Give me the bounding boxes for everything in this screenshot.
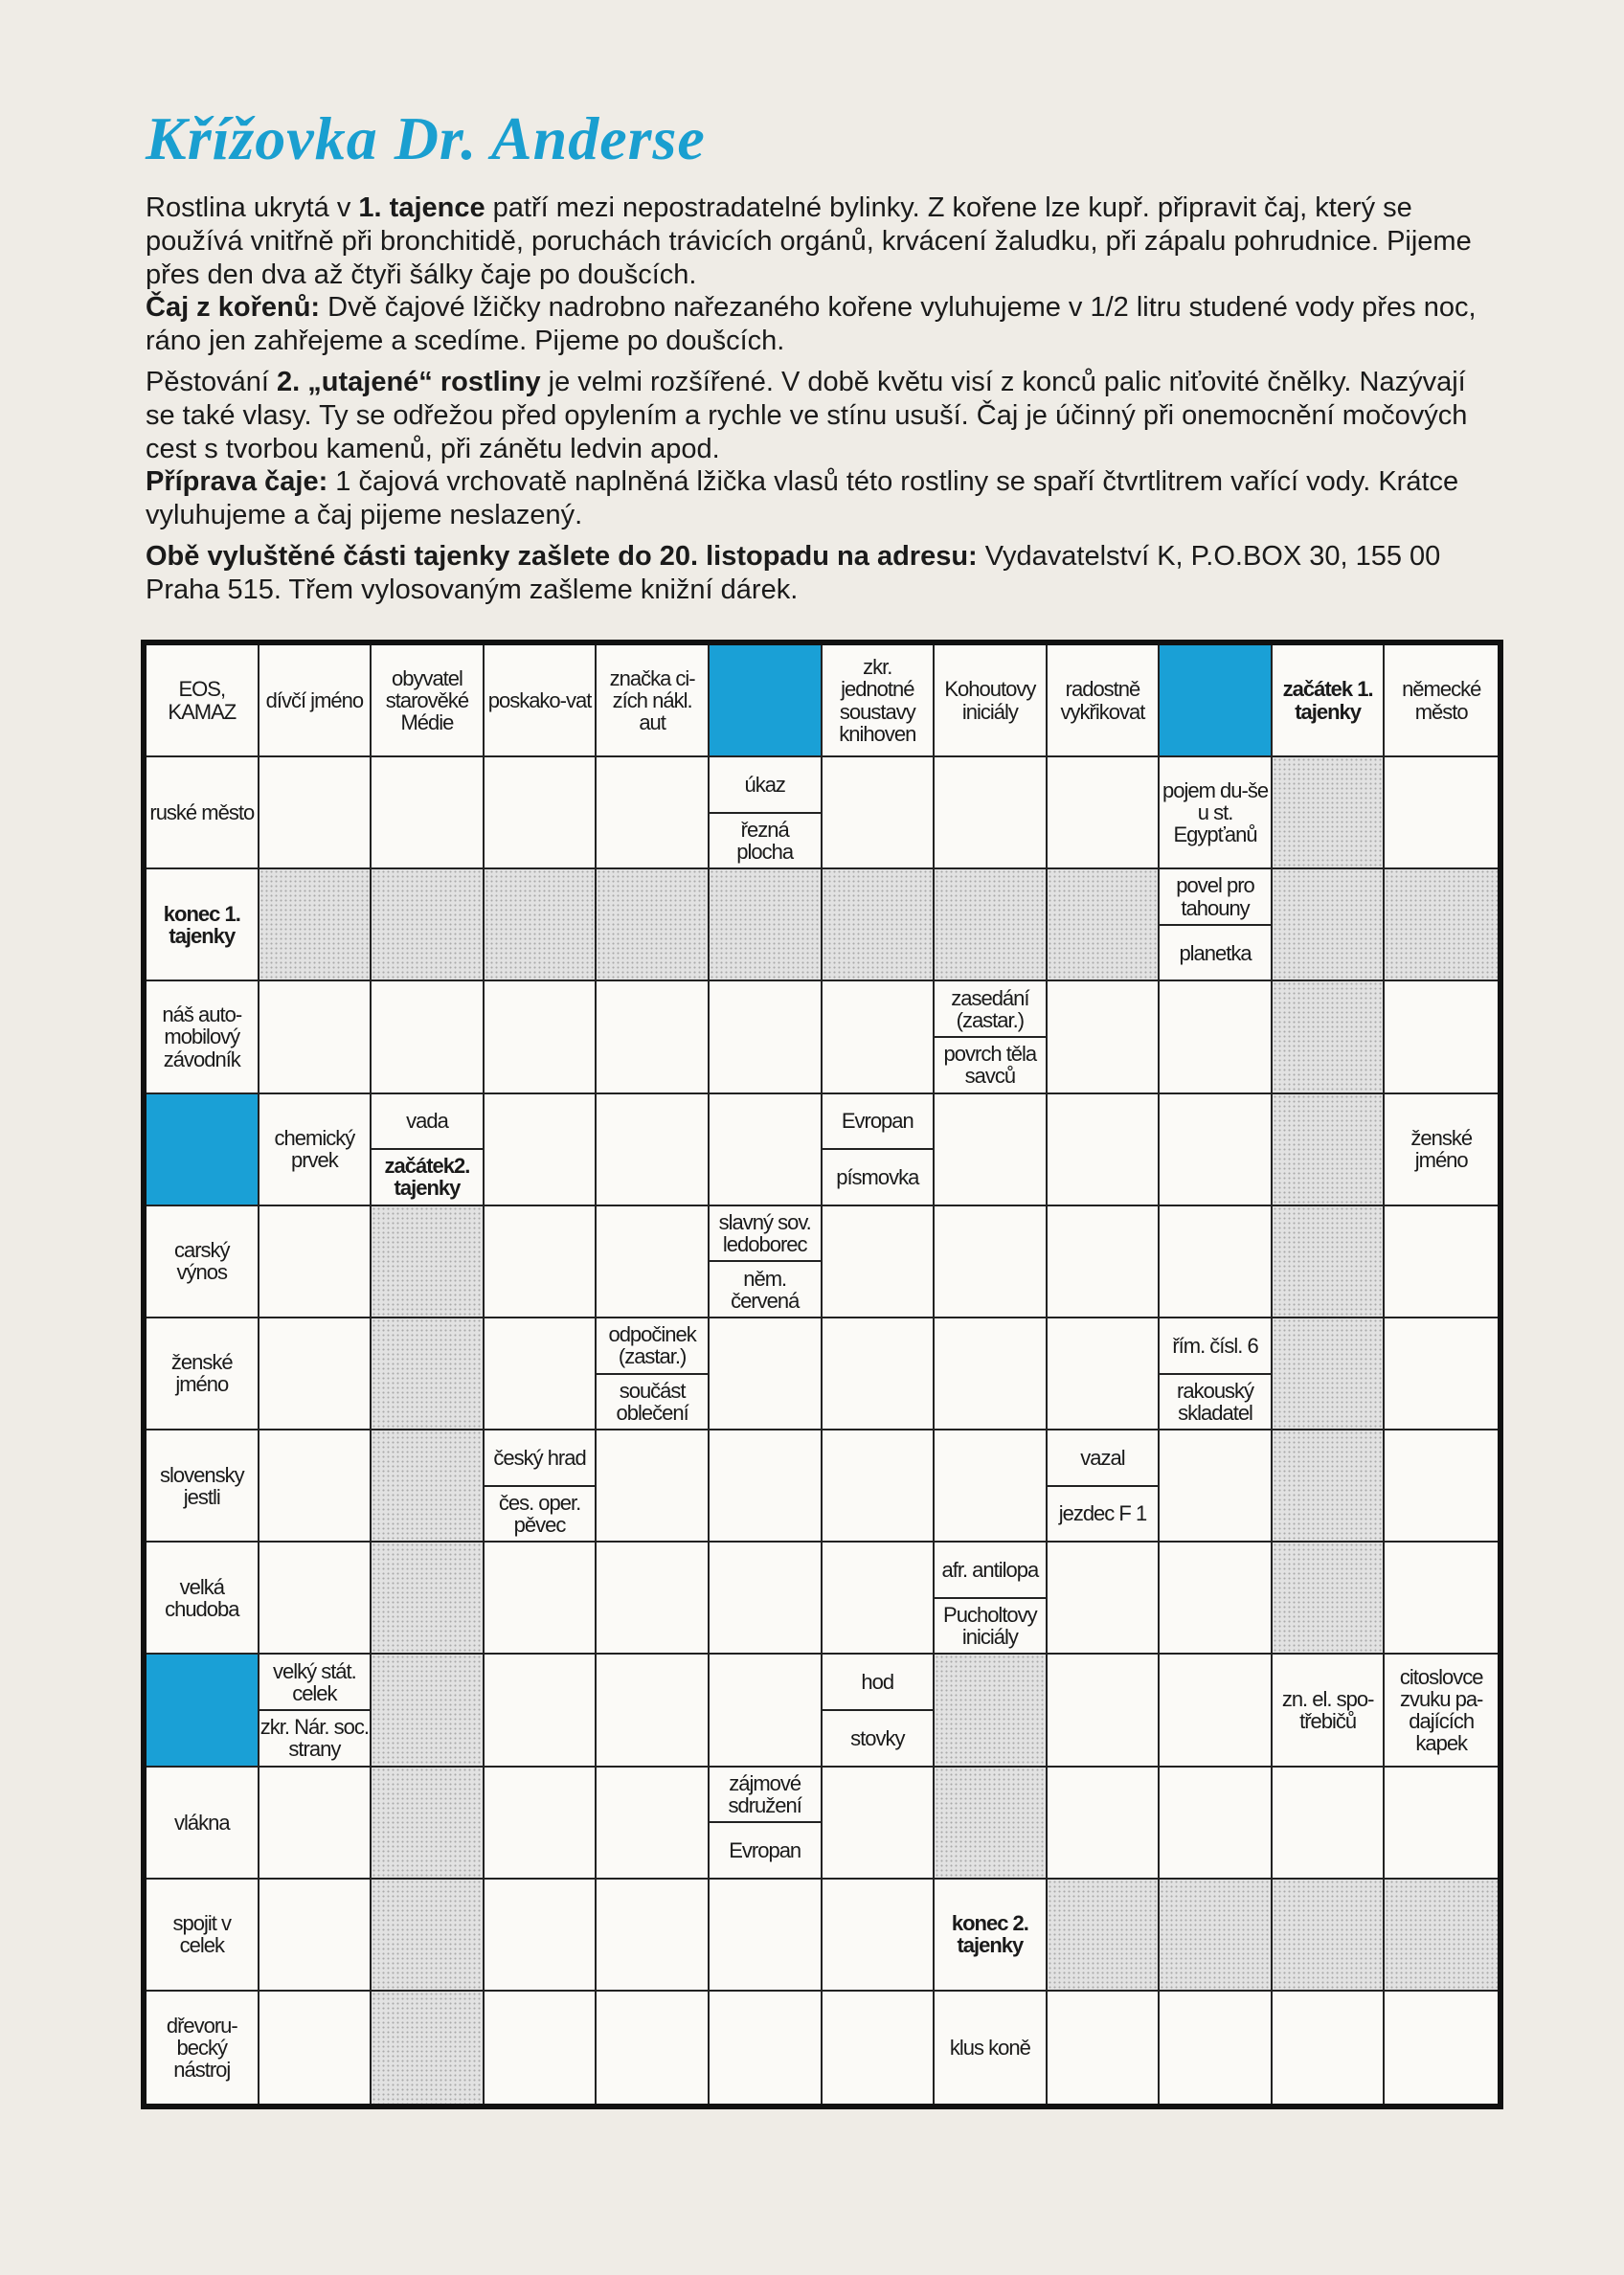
- answer-cell[interactable]: [1160, 1655, 1273, 1767]
- split-clue-cell: [935, 981, 1048, 1093]
- clue-cell: ruské město: [147, 757, 259, 869]
- answer-cell[interactable]: [485, 981, 598, 1093]
- clue-lower: Pucholtovy iniciály: [935, 1599, 1046, 1654]
- answer-cell[interactable]: [1160, 1094, 1273, 1206]
- solution-cell[interactable]: [1273, 1543, 1386, 1655]
- split-clue-cell: [710, 1768, 823, 1880]
- answer-cell[interactable]: [935, 1318, 1048, 1430]
- clue-lower: Evropan: [710, 1823, 821, 1878]
- answer-cell[interactable]: [1385, 1206, 1498, 1318]
- answer-cell[interactable]: [485, 1655, 598, 1767]
- answer-cell[interactable]: [597, 757, 710, 869]
- clue-lower: čes. oper. pěvec: [485, 1487, 596, 1542]
- answer-cell[interactable]: [1160, 1430, 1273, 1543]
- clue-lower: součást oblečení: [597, 1375, 708, 1430]
- answer-cell[interactable]: [710, 1880, 823, 1992]
- clue-lower: začátek2. tajenky: [372, 1150, 483, 1205]
- clue-cell: velká chudoba: [147, 1543, 259, 1655]
- answer-cell[interactable]: [1048, 1543, 1161, 1655]
- answer-cell[interactable]: [485, 1318, 598, 1430]
- answer-cell[interactable]: [1048, 1318, 1161, 1430]
- answer-cell[interactable]: [1385, 1318, 1498, 1430]
- answer-cell[interactable]: [823, 757, 936, 869]
- clue-lower: jezdec F 1: [1048, 1487, 1159, 1542]
- clue-cell: dřevoru-becký nástroj: [147, 1992, 259, 2104]
- solution-cell[interactable]: [372, 1768, 485, 1880]
- solution-cell[interactable]: [1273, 1318, 1386, 1430]
- answer-cell[interactable]: [1160, 1543, 1273, 1655]
- split-clue-cell: [935, 1543, 1048, 1655]
- answer-cell[interactable]: [1048, 1206, 1161, 1318]
- solution-cell[interactable]: [485, 869, 598, 981]
- answer-cell[interactable]: [1160, 1768, 1273, 1880]
- answer-cell[interactable]: [710, 1992, 823, 2104]
- clue-upper: odpočinek (zastar.): [597, 1318, 708, 1375]
- answer-cell[interactable]: [597, 1880, 710, 1992]
- clue-cell: ženské jméno: [147, 1318, 259, 1430]
- clue-cell: citoslovce zvuku pa-dajících kapek: [1385, 1655, 1498, 1767]
- clue-upper: afr. antilopa: [935, 1543, 1046, 1599]
- clue-upper: řím. čísl. 6: [1160, 1318, 1271, 1375]
- clue-cell: obyvatel starověké Médie: [372, 645, 485, 757]
- solution-cell[interactable]: [1048, 869, 1161, 981]
- answer-cell[interactable]: [1048, 1768, 1161, 1880]
- answer-cell[interactable]: [259, 981, 372, 1093]
- answer-cell[interactable]: [1385, 1992, 1498, 2104]
- answer-cell[interactable]: [935, 1430, 1048, 1543]
- paragraph-contest: Obě vyluštěné části tajenky zašlete do 20. listopadu na adresu: Vydavatelství K, P.O.BOX 30, 155 00 Praha 515. Třem vylosovaným zašleme knižní dárek.: [146, 540, 1441, 605]
- solution-cell[interactable]: [372, 1880, 485, 1992]
- split-clue-cell: [372, 1094, 485, 1206]
- split-clue-cell: [597, 1318, 710, 1430]
- clue-cell: klus koně: [935, 1992, 1048, 2104]
- solution-cell[interactable]: [372, 1992, 485, 2104]
- clue-upper: hod: [823, 1655, 934, 1711]
- answer-cell[interactable]: [259, 1206, 372, 1318]
- answer-cell[interactable]: [597, 1430, 710, 1543]
- answer-cell[interactable]: [485, 1543, 598, 1655]
- clue-cell: ženské jméno: [1385, 1094, 1498, 1206]
- solution-cell[interactable]: [1048, 1880, 1161, 1992]
- solution-cell[interactable]: [1273, 1206, 1386, 1318]
- split-clue-cell: [1160, 1318, 1273, 1430]
- answer-cell[interactable]: [597, 1206, 710, 1318]
- answer-cell[interactable]: [259, 1543, 372, 1655]
- answer-cell[interactable]: [823, 1318, 936, 1430]
- split-clue-cell: [485, 1430, 598, 1543]
- split-clue-cell: [259, 1655, 372, 1767]
- answer-cell[interactable]: [1273, 1992, 1386, 2104]
- answer-cell[interactable]: [823, 1430, 936, 1543]
- answer-cell[interactable]: [1048, 1655, 1161, 1767]
- paragraph-plant-2: Pěstování 2. „utajené“ rostliny je velmi rozšířené. V době květu visí z konců palic niťovité čnělky. Nazývají se také vlasy. Ty se odřežou před opylením a rychle ve stínu usuší. Čaj je účinný při onemocnění močových cest s tvorbou kamenů, při zánětu ledvin apod. Příprava čaje: 1 čajová vrchovatě naplněná lžička vlasů této rostliny se spaří čtvrtlitrem vařící vody. Krátce vyluhujeme a čaj pijeme neslazený.: [146, 366, 1468, 531]
- answer-cell[interactable]: [259, 1880, 372, 1992]
- solution-cell[interactable]: [935, 1768, 1048, 1880]
- solution-cell[interactable]: [1160, 1880, 1273, 1992]
- clue-cell: začátek 1. tajenky: [1273, 645, 1386, 757]
- intro-text: [146, 191, 1498, 615]
- clue-cell: náš auto-mobilový závodník: [147, 981, 259, 1093]
- clue-cell: chemický prvek: [259, 1094, 372, 1206]
- answer-cell[interactable]: [259, 1430, 372, 1543]
- solution-cell[interactable]: [1385, 1880, 1498, 1992]
- answer-cell[interactable]: [597, 1094, 710, 1206]
- split-clue-cell: [823, 1655, 936, 1767]
- split-clue-cell: [823, 1094, 936, 1206]
- answer-cell[interactable]: [1160, 981, 1273, 1093]
- blocked-cell: [147, 1094, 259, 1206]
- clue-cell: poskako-vat: [485, 645, 598, 757]
- solution-cell[interactable]: [1273, 981, 1386, 1093]
- blocked-cell: [1160, 645, 1273, 757]
- solution-cell[interactable]: [710, 869, 823, 981]
- clue-upper: úkaz: [710, 757, 821, 814]
- answer-cell[interactable]: [1385, 1430, 1498, 1543]
- clue-cell: radostně vykřikovat: [1048, 645, 1161, 757]
- answer-cell[interactable]: [935, 757, 1048, 869]
- answer-cell[interactable]: [823, 1992, 936, 2104]
- answer-cell[interactable]: [710, 1094, 823, 1206]
- split-clue-cell: [710, 1206, 823, 1318]
- answer-cell[interactable]: [935, 1094, 1048, 1206]
- clue-lower: něm. červená: [710, 1262, 821, 1317]
- clue-cell: zn. el. spo-třebičů: [1273, 1655, 1386, 1767]
- blocked-cell: [710, 645, 823, 757]
- split-clue-cell: [710, 757, 823, 869]
- clue-upper: vada: [372, 1094, 483, 1151]
- clue-cell: spojit v celek: [147, 1880, 259, 1992]
- clue-upper: slavný sov. ledoborec: [710, 1206, 821, 1263]
- clue-lower: písmovka: [823, 1150, 934, 1205]
- clue-lower: rakouský skladatel: [1160, 1375, 1271, 1430]
- solution-cell[interactable]: [823, 869, 936, 981]
- answer-cell[interactable]: [1385, 757, 1498, 869]
- clue-cell: značka ci-zích nákl. aut: [597, 645, 710, 757]
- answer-cell[interactable]: [823, 1543, 936, 1655]
- answer-cell[interactable]: [259, 757, 372, 869]
- answer-cell[interactable]: [823, 1768, 936, 1880]
- page-title: Křížovka Dr. Anderse: [146, 104, 706, 172]
- solution-cell[interactable]: [372, 869, 485, 981]
- answer-cell[interactable]: [597, 1768, 710, 1880]
- answer-cell[interactable]: [259, 1318, 372, 1430]
- solution-cell[interactable]: [372, 1318, 485, 1430]
- answer-cell[interactable]: [372, 757, 485, 869]
- clue-lower: planetka: [1160, 926, 1271, 980]
- answer-cell[interactable]: [823, 981, 936, 1093]
- clue-upper: zasedání (zastar.): [935, 981, 1046, 1038]
- answer-cell[interactable]: [1385, 1768, 1498, 1880]
- answer-cell[interactable]: [485, 757, 598, 869]
- clue-cell: Kohoutovy iniciály: [935, 645, 1048, 757]
- solution-cell[interactable]: [372, 1655, 485, 1767]
- answer-cell[interactable]: [597, 981, 710, 1093]
- blocked-cell: [147, 1655, 259, 1767]
- solution-cell[interactable]: [372, 1543, 485, 1655]
- clue-upper: český hrad: [485, 1430, 596, 1487]
- answer-cell[interactable]: [485, 1768, 598, 1880]
- answer-cell[interactable]: [1048, 1992, 1161, 2104]
- answer-cell[interactable]: [259, 1768, 372, 1880]
- answer-cell[interactable]: [1385, 981, 1498, 1093]
- clue-lower: zkr. Nár. soc. strany: [259, 1711, 371, 1766]
- answer-cell[interactable]: [1048, 1094, 1161, 1206]
- solution-cell[interactable]: [597, 869, 710, 981]
- solution-cell[interactable]: [1273, 757, 1386, 869]
- solution-cell[interactable]: [935, 1655, 1048, 1767]
- answer-cell[interactable]: [1385, 1543, 1498, 1655]
- answer-cell[interactable]: [259, 1992, 372, 2104]
- answer-cell[interactable]: [710, 981, 823, 1093]
- answer-cell[interactable]: [485, 1094, 598, 1206]
- crossword-grid: [141, 640, 1503, 2109]
- clue-upper: povel pro tahouny: [1160, 869, 1271, 926]
- solution-cell[interactable]: [1273, 1094, 1386, 1206]
- answer-cell[interactable]: [597, 1992, 710, 2104]
- solution-cell[interactable]: [259, 869, 372, 981]
- clue-cell: zkr. jednotné soustavy knihoven: [823, 645, 936, 757]
- clue-upper: zájmové sdružení: [710, 1768, 821, 1824]
- answer-cell[interactable]: [372, 981, 485, 1093]
- answer-cell[interactable]: [485, 1880, 598, 1992]
- clue-cell: dívčí jméno: [259, 645, 372, 757]
- answer-cell[interactable]: [1160, 1992, 1273, 2104]
- clue-upper: Evropan: [823, 1094, 934, 1151]
- clue-upper: velký stát. celek: [259, 1655, 371, 1711]
- clue-cell: EOS, KAMAZ: [147, 645, 259, 757]
- clue-cell: pojem du-še u st. Egypťanů: [1160, 757, 1273, 869]
- solution-cell[interactable]: [372, 1430, 485, 1543]
- solution-cell[interactable]: [372, 1206, 485, 1318]
- answer-cell[interactable]: [710, 1655, 823, 1767]
- clue-cell: konec 2. tajenky: [935, 1880, 1048, 1992]
- clue-lower: stovky: [823, 1711, 934, 1766]
- solution-cell[interactable]: [1273, 869, 1386, 981]
- answer-cell[interactable]: [823, 1206, 936, 1318]
- answer-cell[interactable]: [710, 1543, 823, 1655]
- clue-cell: vlákna: [147, 1768, 259, 1880]
- split-clue-cell: [1160, 869, 1273, 981]
- clue-cell: německé město: [1385, 645, 1498, 757]
- solution-cell[interactable]: [1273, 1880, 1386, 1992]
- answer-cell[interactable]: [1048, 757, 1161, 869]
- solution-cell[interactable]: [1385, 869, 1498, 981]
- clue-cell: slovensky jestli: [147, 1430, 259, 1543]
- answer-cell[interactable]: [1048, 981, 1161, 1093]
- solution-cell[interactable]: [935, 869, 1048, 981]
- clue-cell: konec 1. tajenky: [147, 869, 259, 981]
- answer-cell[interactable]: [485, 1992, 598, 2104]
- answer-cell[interactable]: [597, 1543, 710, 1655]
- answer-cell[interactable]: [823, 1880, 936, 1992]
- clue-cell: carský výnos: [147, 1206, 259, 1318]
- split-clue-cell: [1048, 1430, 1161, 1543]
- answer-cell[interactable]: [1273, 1768, 1386, 1880]
- paragraph-plant-1: Rostlina ukrytá v 1. tajence patří mezi nepostradatelné bylinky. Z kořene lze kupř. připravit čaj, který se používá vnitřně při bronchitidě, poruchách trávicích orgánů, krvácení žaludku, při zápalu pohrudnice. Pijeme přes den dva až čtyři šálky čaje po doušcích. Čaj z kořenů: Dvě čajové lžičky nadrobno nařezaného kořene vyluhujeme v 1/2 litru studené vody přes noc, ráno jen zahřejeme a scedíme. Pijeme po doušcích.: [146, 192, 1477, 357]
- answer-cell[interactable]: [710, 1318, 823, 1430]
- answer-cell[interactable]: [597, 1655, 710, 1767]
- answer-cell[interactable]: [710, 1430, 823, 1543]
- answer-cell[interactable]: [935, 1206, 1048, 1318]
- answer-cell[interactable]: [1160, 1206, 1273, 1318]
- solution-cell[interactable]: [1273, 1430, 1386, 1543]
- clue-lower: povrch těla savců: [935, 1038, 1046, 1092]
- clue-lower: řezná plocha: [710, 814, 821, 868]
- answer-cell[interactable]: [485, 1206, 598, 1318]
- clue-upper: vazal: [1048, 1430, 1159, 1487]
